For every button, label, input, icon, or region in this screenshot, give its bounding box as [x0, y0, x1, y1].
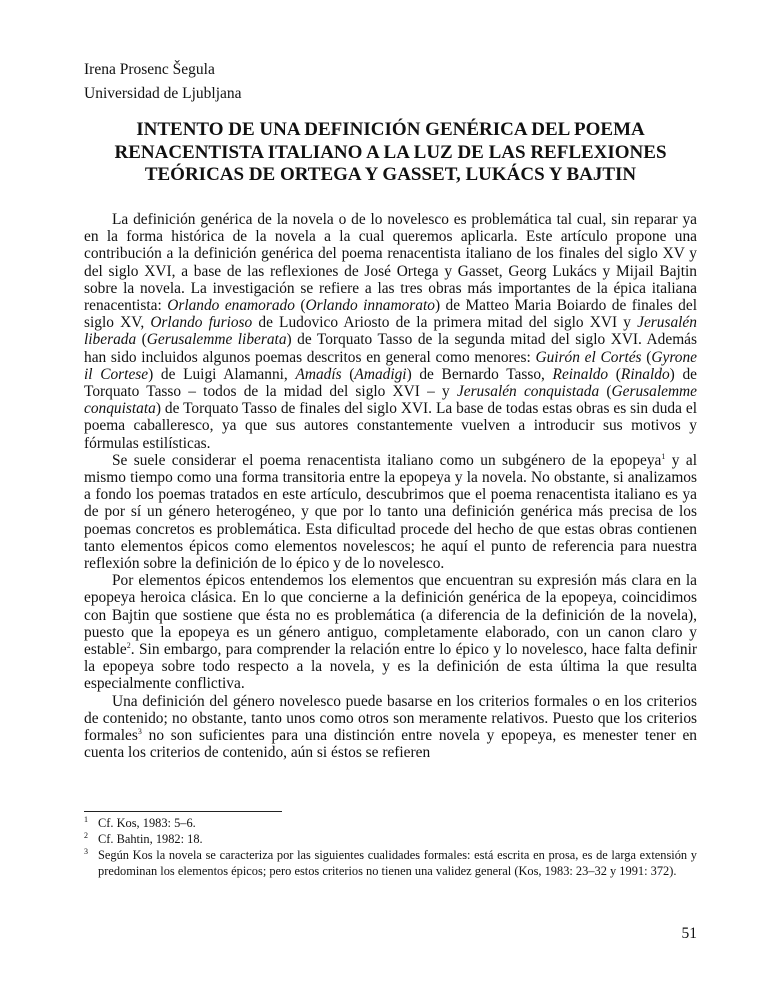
text-run: ( [608, 365, 621, 383]
italic-title: Jerusalén conquistada [456, 383, 600, 401]
text-run: ) de Bernardo Tasso, [406, 365, 553, 383]
paragraph [84, 693, 697, 762]
footnote-number: 2 [84, 831, 88, 840]
page-number: 51 [681, 925, 697, 942]
title-line: INTENTO DE UNA DEFINICIÓN GENÉRICA DEL POEMA [136, 119, 645, 140]
text-run: ) de Luigi Alamanni, [148, 365, 296, 383]
text-run: Se suele considerar el poema renacentista italiano como un subgénero de la epopeya [112, 451, 662, 469]
italic-title: Jerusalén liberada [84, 314, 697, 349]
text-run: ( [641, 348, 652, 366]
author-affiliation: Universidad de Ljubljana [84, 85, 242, 102]
text-run: . Sin embargo, para comprender la relación entre lo épico y lo novelesco, hace falta definir la epopeya sobre todo respecto a la novela, y es la definición de esta última la que resulta especialmente conflictiva. [84, 641, 697, 693]
footnote-text: Cf. Bahtin, 1982: 18. [98, 832, 203, 846]
text-run: ) de Matteo Maria Boiardo de finales del siglo XV, [84, 297, 697, 332]
author-block [84, 58, 242, 106]
italic-title: Orlando enamorado [167, 297, 295, 315]
text-run: de Ludovico Ariosto de la primera mitad del siglo XVI y [252, 314, 638, 332]
text-run: ) de Torquato Tasso de la segunda mitad del siglo XVI. Además han sido incluidos algunos poemas descritos en general como menores: [84, 331, 697, 366]
text-run: ) de Torquato Tasso – todos de la midad del siglo XVI – y [84, 365, 697, 401]
footnote-text: Cf. Kos, 1983: 5–6. [98, 816, 196, 830]
text-run: ( [599, 383, 612, 401]
paragraph [84, 452, 697, 572]
paragraph [84, 211, 697, 452]
italic-title: Amadís [295, 365, 342, 383]
paragraph [84, 572, 697, 692]
italic-title: Rinaldo [620, 365, 670, 383]
footnotes [84, 815, 697, 879]
footnote-number: 3 [84, 847, 88, 856]
text-run: no son suficientes para una distinción entre novela y epopeya, es menester tener en cuenta los criterios de contenido, aún si éstos se refieren [84, 727, 697, 762]
text-run: ( [294, 297, 306, 315]
title-line: TEÓRICAS DE ORTEGA Y GASSET, LUKÁCS Y BAJTIN [144, 164, 637, 185]
footnote-reference: 3 [137, 726, 142, 736]
text-run: y al mismo tiempo como una forma transitoria entre la epopeya y la novela. No obstante, si analizamos a fondo los poemas tratados en este artículo, descubrimos que el poema renacentista italiano es ya de por sí un género heterogéneo, y que por lo tanto una definición genérica más precisa de los poemas concretos es problemática. Esta dificultad procede del hecho de que estas obras contienen tanto elementos épicos como elementos novelescos; he aquí el punto de referencia para nuestra reflexión sobre la definición de lo épico y de lo novelesco. [84, 451, 698, 573]
footnote-reference: 1 [661, 451, 666, 461]
footnote-number: 1 [84, 815, 88, 824]
text-run: Una definición del género novelesco puede basarse en los criterios formales o en los criterios de contenido; no obstante, tanto unos como otros son meramente relativos. Puesto que los criterios formales [84, 692, 697, 745]
italic-title: Orlando innamorato [305, 297, 435, 315]
text-run: ( [136, 331, 147, 349]
italic-title: Gerusalemme conquistata [84, 383, 697, 418]
footnote [84, 815, 697, 831]
article-title [84, 119, 697, 187]
text-run: La definición genérica de la novela o de lo novelesco es problemática tal cual, sin reparar ya en la forma histórica de la novela a la cual queremos aplicarla. Este artículo propone una contribución a la definición genérica del poema renacentista italiano de los finales del siglo XV y del siglo XVI, a base de las reflexiones de José Ortega y Gasset, Georg Lukács y Mijail Bajtin sobre la novela. La investigación se refiere a las tres obras más importantes de la épica italiana renacentista: [84, 211, 697, 315]
italic-title: Guirón el Cortés [535, 348, 642, 366]
text-run: ( [341, 365, 355, 383]
article-body [84, 211, 697, 762]
footnote [84, 847, 697, 879]
italic-title: Reinaldo [552, 365, 609, 383]
italic-title: Gyrone il Cortese [84, 348, 697, 383]
footnote-reference: 2 [126, 640, 131, 650]
text-run: ) de Torquato Tasso de finales del siglo XVI. La base de todas estas obras es sin duda el poema caballeresco, ya que sus autores constantemente vuelven a introducir sus motivos y fórmulas estilísticas. [84, 400, 697, 452]
text-run: Por elementos épicos entendemos los elementos que encuentran su expresión más clara en la epopeya heroica clásica. En lo que concierne a la definición genérica de la epopeya, coincidimos con Bajtin que sostiene que ésta no es problemática (a diferencia de la definición de la novela), puesto que la epopeya es un género antiguo, completamente elaborado, con un canon claro y estable [84, 572, 697, 659]
footnote-text: Según Kos la novela se caracteriza por las siguientes cualidades formales: está escrita en prosa, es de larga extensión y predominan los elementos épicos; pero estos criterios no tienen una validez general (Kos, 1983: 23–32 y 1991: 372). [98, 848, 697, 878]
author-name: Irena Prosenc Šegula [84, 61, 215, 78]
italic-title: Amadigi [354, 365, 407, 383]
italic-title: Orlando furioso [150, 314, 253, 332]
footnote-divider [84, 811, 282, 812]
italic-title: Gerusalemme liberata [146, 331, 287, 349]
title-line: RENACENTISTA ITALIANO A LA LUZ DE LAS REFLEXIONES [114, 141, 667, 163]
footnote [84, 831, 697, 847]
